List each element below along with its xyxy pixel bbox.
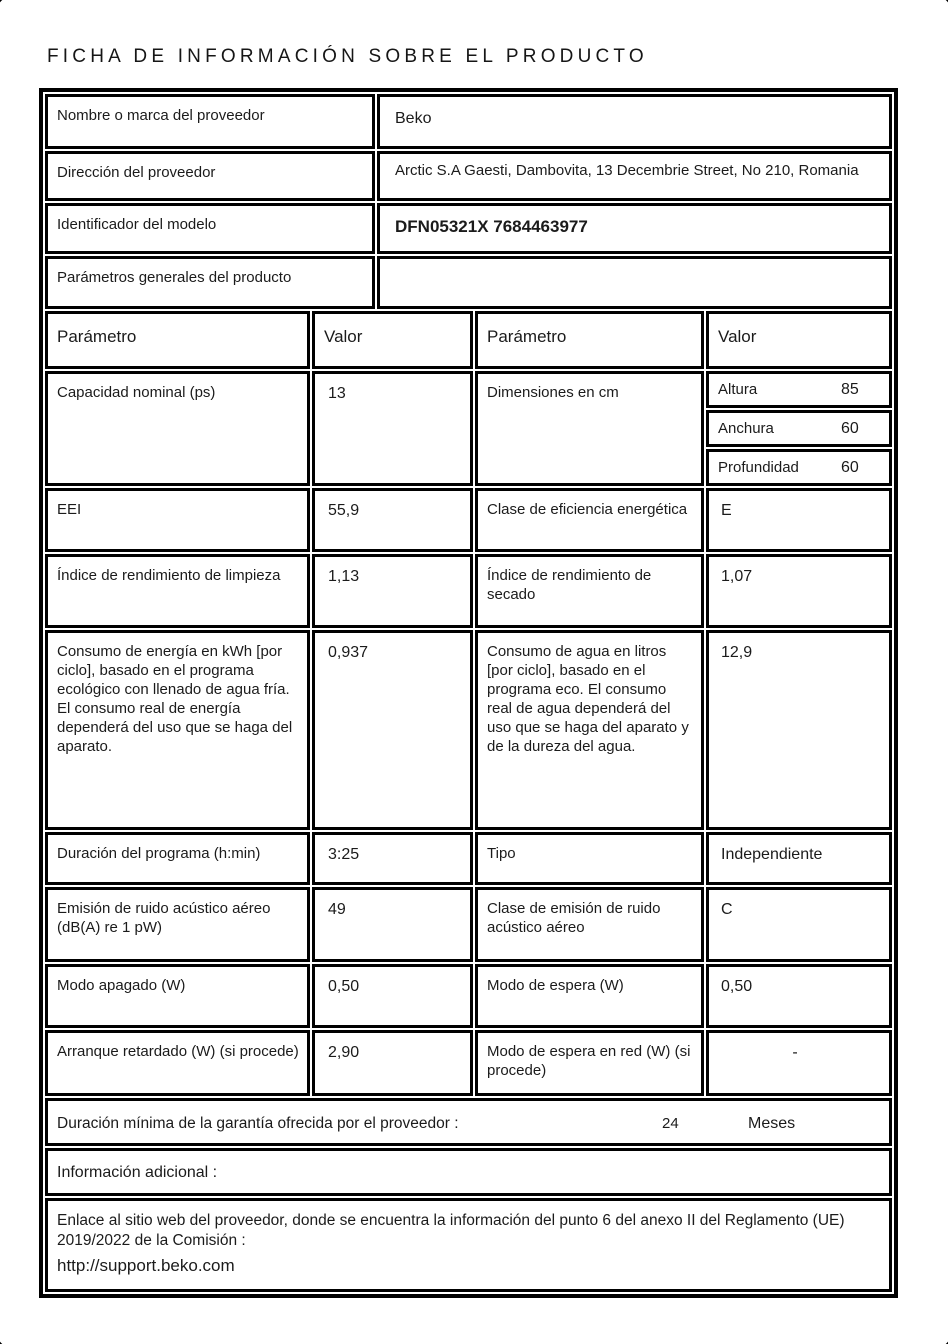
param-value-eei: 55,9 xyxy=(312,488,473,552)
parameters-section xyxy=(45,311,892,1096)
supplier-section xyxy=(45,94,892,309)
param-label-drying-index: Índice de rendimiento de secado xyxy=(475,554,704,628)
dimension-row-height xyxy=(706,371,892,408)
param-label-delayed-start: Arranque retardado (W) (si procede) xyxy=(45,1030,310,1096)
model-identifier-label: Identificador del modelo xyxy=(45,203,375,254)
dim-height-value: 85 xyxy=(841,381,859,398)
param-label-water-consumption: Consumo de agua en litros [por ciclo], basado en el programa eco. El consumo real de agua dependerá del uso que se haga del aparato y de la dureza del agua. xyxy=(475,630,704,830)
param-value-noise-class: C xyxy=(706,887,892,962)
param-value-type: Independiente xyxy=(706,832,892,885)
param-label-cleaning-index: Índice de rendimiento de limpieza xyxy=(45,554,310,628)
dim-width-value: 60 xyxy=(841,420,859,437)
supplier-address-text: Arctic S.A Gaesti, Dambovita, 13 Decembrie Street, No 210, Romania xyxy=(395,162,859,179)
param-value-cleaning-index: 1,13 xyxy=(312,554,473,628)
supplier-address-value xyxy=(377,151,892,201)
param-label-program-duration: Duración del programa (h:min) xyxy=(45,832,310,885)
header-param-2: Parámetro xyxy=(475,311,704,369)
dimension-row-depth xyxy=(706,449,892,486)
param-value-delayed-start: 2,90 xyxy=(312,1030,473,1096)
supplier-link-row xyxy=(45,1198,892,1292)
header-value-1: Valor xyxy=(312,311,473,369)
general-parameters-value xyxy=(377,256,892,309)
warranty-unit: Meses xyxy=(748,1115,796,1132)
general-parameters-label: Parámetros generales del producto xyxy=(45,256,375,309)
dim-depth-value: 60 xyxy=(841,459,859,476)
model-identifier-value: DFN05321X 7684463977 xyxy=(377,203,892,254)
param-value-energy-consumption: 0,937 xyxy=(312,630,473,830)
param-label-noise-class: Clase de emisión de ruido acústico aéreo xyxy=(475,887,704,962)
param-value-standby-mode: 0,50 xyxy=(706,964,892,1028)
param-label-type: Tipo xyxy=(475,832,704,885)
supplier-name-value: Beko xyxy=(377,94,892,149)
param-label-energy-consumption: Consumo de energía en kWh [por ciclo], basado en el programa ecológico con llenado de agua fría. El consumo real de energía dependerá del uso que se haga del aparato. xyxy=(45,630,310,830)
param-value-energy-class: E xyxy=(706,488,892,552)
param-value-noise: 49 xyxy=(312,887,473,962)
param-value-water-consumption: 12,9 xyxy=(706,630,892,830)
param-label-noise: Emisión de ruido acústico aéreo (dB(A) re 1 pW) xyxy=(45,887,310,962)
dim-height-label: Altura xyxy=(718,381,758,398)
supplier-link-text: Enlace al sitio web del proveedor, donde se encuentra la información del punto 6 del anexo II del Reglamento (UE) 2019/2022 de la Comisión : xyxy=(57,1212,845,1249)
supplier-address-label: Dirección del proveedor xyxy=(45,151,375,201)
header-value-2: Valor xyxy=(706,311,892,369)
dimension-row-width xyxy=(706,410,892,447)
warranty-row xyxy=(45,1098,892,1146)
param-value-drying-index: 1,07 xyxy=(706,554,892,628)
dim-width-label: Anchura xyxy=(718,420,774,437)
param-label-eei: EEI xyxy=(45,488,310,552)
param-label-energy-class: Clase de eficiencia energética xyxy=(475,488,704,552)
param-value-off-mode: 0,50 xyxy=(312,964,473,1028)
page-title: FICHA DE INFORMACIÓN SOBRE EL PRODUCTO xyxy=(47,46,648,67)
warranty-value: 24 xyxy=(662,1115,679,1132)
param-value-capacity: 13 xyxy=(312,371,473,486)
param-value-networked-standby: - xyxy=(706,1030,892,1096)
supplier-link-url: http://support.beko.com xyxy=(57,1256,235,1275)
param-label-off-mode: Modo apagado (W) xyxy=(45,964,310,1028)
param-label-networked-standby: Modo de espera en red (W) (si procede) xyxy=(475,1030,704,1096)
dimensions-subtable xyxy=(706,371,892,486)
supplier-name-label: Nombre o marca del proveedor xyxy=(45,94,375,149)
param-label-standby-mode: Modo de espera (W) xyxy=(475,964,704,1028)
param-label-capacity: Capacidad nominal (ps) xyxy=(45,371,310,486)
additional-info-row: Información adicional : xyxy=(45,1148,892,1196)
header-param-1: Parámetro xyxy=(45,311,310,369)
param-label-dimensions: Dimensiones en cm xyxy=(475,371,704,486)
param-value-program-duration: 3:25 xyxy=(312,832,473,885)
dim-depth-label: Profundidad xyxy=(718,459,799,476)
warranty-label: Duración mínima de la garantía ofrecida por el proveedor : xyxy=(57,1115,459,1132)
product-fiche-table xyxy=(39,88,898,1298)
